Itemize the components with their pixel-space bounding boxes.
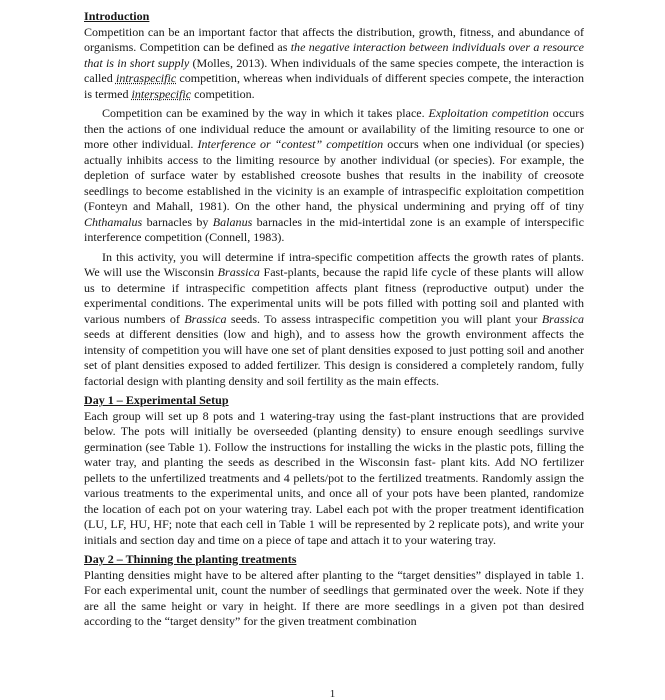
introduction-paragraph-1: Competition can be an important factor that affects the distribution, growth, fitness, and abundance of organisms. Competition can be defined as the negative interaction between individuals over a resource that is in short supply (Molles, 2013). When individuals of the same species compete, the interaction is called intraspecific competition, whereas when individuals of different species compete, the interaction is termed interspecific competition. (84, 24, 584, 101)
introduction-heading: Introduction (84, 9, 150, 23)
competition-definition: the negative interaction between individuals over a resource that is in short supply (84, 40, 584, 70)
day2-heading: Day 2 – Thinning the planting treatments (84, 552, 297, 566)
interspecific-term: interspecific (131, 86, 192, 101)
contest-competition-term: competition (326, 137, 384, 151)
exploitation-competition-term: Exploitation competition (428, 106, 549, 120)
document-page (84, 9, 584, 634)
day1-paragraph: Each group will set up 8 pots and 1 watering-tray using the fast-plant instructions that are provided below. The pots will initially be overseeded (planting density) to ensure enough seedlings survive germination (see Table 1). Follow the instructions for installing the wicks in the plastic pots, filling the water tray, and planting the seeds as described in the Wisconsin fast- plant kits. Add NO fertilizer pellets to the unfertilized treatments and 4 pellets/pot to the fertilized treatments. Randomly assign the various treatments to the experimental units, and once all of your pots have been planted, randomize the location of each pot on your watering tray. Label each pot with the proper treatment identification (LU, LF, HU, HF; note that each cell in Table 1 will be represented by 2 replicate pots), and write your initials and section day and time on a piece of tape and attach it to your watering tray. (84, 408, 584, 547)
intraspecific-term: intraspecific (115, 71, 177, 85)
interference-term: Interference (197, 137, 256, 151)
brassica-term: Brassica (184, 311, 227, 326)
brassica-term: Brassica (541, 311, 584, 326)
chthamalus-term: Chthamalus (84, 214, 143, 229)
day2-paragraph: Planting densities might have to be altered after planting to the “target densities” displayed in table 1. For each experimental unit, count the number of seedlings that germinated over the week. Note if they are all the same height or vary in height. If there are more seedlings in a given pot than desired according to the “target density” for the given treatment combination (84, 567, 584, 628)
balanus-term: Balanus (212, 214, 253, 229)
page-number: 1 (329, 688, 336, 700)
introduction-paragraph-2: Competition can be examined by the way in which it takes place. Exploitation competition occurs then the actions of one individual reduce the amount or availability of the limiting resource to one or more other individual. Interference or “contest” competition occurs when one individual (or species) actually inhibits access to the limiting resource by another individual (or species). For example, the depletion of surface water by established creosote bushes that results in the inability of creosote seedlings to become established in the vicinity is an example of intraspecific exploitation competition (Fonteyn and Mahall, 1981). On the other hand, the physical undermining and prying off of tiny Chthamalus barnacles by Balanus barnacles in the mid-intertidal zone is an example of interspecific interference competition (Connell, 1983). (84, 106, 585, 244)
brassica-term: Brassica (217, 265, 260, 279)
day1-heading: Day 1 – Experimental Setup (84, 393, 229, 407)
introduction-paragraph-3: In this activity, you will determine if intra-specific competition affects the growth rates of plants. We will use the Wisconsin Brassica Fast-plants, because the rapid life cycle of these plants will allow us to determine if intraspecific competition affects plant fitness (reproductive output) under the experimental conditions. The experimental units will be pots filled with potting soil and planted with various numbers of Brassica seeds. To assess intraspecific competition you will plant your Brassica seeds at different densities (low and high), and to assess how the growth environment affects the intensity of competition you will have one set of plant densities exposed to just potting soil and another set of plant densities exposed to added fertilizer. This design is considered a completely random, fully factorial design with planting density and soil fertility as the main effects. (84, 249, 584, 388)
